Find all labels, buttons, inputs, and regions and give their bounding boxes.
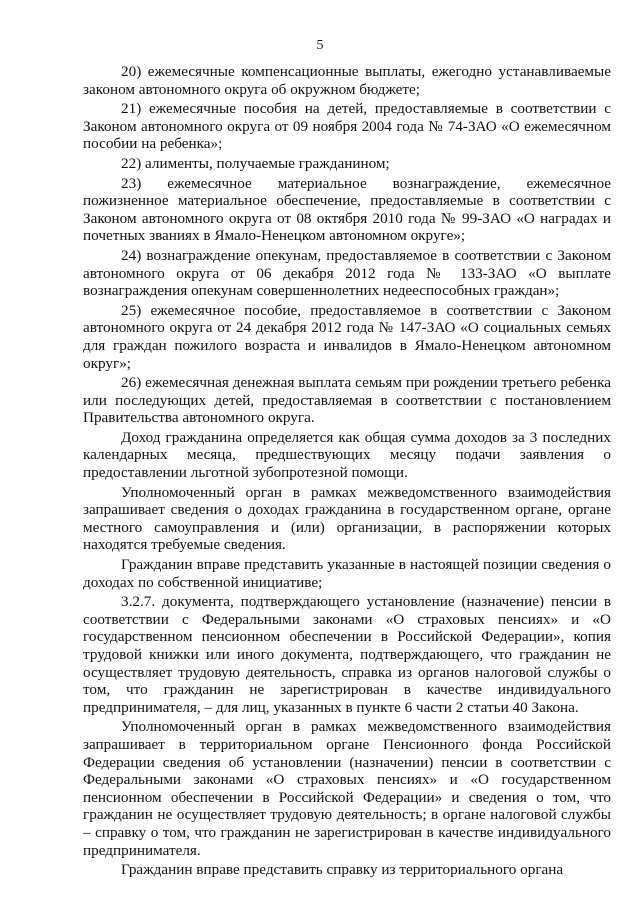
paragraph-authority-request: Уполномоченный орган в рамках межведомственного взаимодействия запрашивает сведения о доходах гражданина в государственном органе, органе местного самоуправления и (или) организации, в распоряжении которых находятся требуемые сведения. (83, 483, 611, 554)
paragraph-pension-fund-request: Уполномоченный орган в рамках межведомственного взаимодействия запрашивает в территориальном органе Пенсионного фонда Российской Федерации сведения об установлении (назначении) пенсии в соответствии с Федеральными законами «О страховых пенсиях» и «О государственном пенсионном обеспечении в Российской Федерации» и сведения о том, что гражданин не осуществляет трудовую деятельность; в органе налоговой службы – справку о том, что гражданин не зарегистрирован в качестве индивидуального предпринимателя. (83, 718, 611, 859)
paragraph-item-25: 25) ежемесячное пособие, предоставляемое в соответствии с Законом автономного округа от 24 декабря 2012 года № 147-ЗАО «О социальных семьях для граждан пожилого возраста и инвалидов в Ямало-Ненецком автономном округ»; (83, 301, 611, 372)
paragraph-citizen-certificate: Гражданин вправе представить справку из территориального органа (121, 861, 564, 879)
paragraph-item-26: 26) ежемесячная денежная выплата семьям при рождении третьего ребенка или последующих детей, предоставляемая в соответствии с постановлением Правительства автономного округа. (83, 374, 611, 427)
paragraph-income-definition: Доход гражданина определяется как общая сумма доходов за 3 последних календарных месяца, предшествующих месяцу подачи заявления о предоставлении льготной зубопротезной помощи. (83, 428, 611, 482)
paragraph-item-22: 22) алименты, получаемые гражданином; (121, 154, 390, 172)
paragraph-item-23: 23) ежемесячное материальное вознаграждение, ежемесячное пожизненное материальное обеспечение, предоставляемые в соответствии с Законом автономного округа от 08 октября 2010 года № 99-ЗАО «О наградах и почетных званиях в Ямало-Ненецком автономном округе»; (83, 174, 611, 245)
paragraph-item-20: 20) ежемесячные компенсационные выплаты, ежегодно устанавливаемые законом автономного округа об окружном бюджете; (83, 63, 611, 98)
page-number: 5 (316, 38, 324, 53)
paragraph-3-2-7: 3.2.7. документа, подтверждающего установление (назначение) пенсии в соответствии с Федеральными законами «О страховых пенсиях» и «О государственном пенсионном обеспечении в Российской Федерации», копия трудовой книжки или иного документа, подтверждающего, что гражданин не осуществляет трудовую деятельность, справка из органов налоговой службы о том, что гражданин не зарегистрирован в качестве индивидуального предпринимателя, – для лиц, указанных в пункте 6 части 2 статьи 40 Закона. (83, 593, 611, 716)
document-body (83, 63, 611, 881)
paragraph-item-21: 21) ежемесячные пособия на детей, предоставляемые в соответствии с Законом автономного округа от 09 ноября 2004 года № 74-ЗАО «О ежемесячном пособии на ребенка»; (83, 100, 611, 153)
paragraph-item-24: 24) вознаграждение опекунам, предоставляемое в соответствии с Законом автономного округа от 06 декабря 2012 года № 133-ЗАО «О выплате вознаграждения опекунам совершеннолетних недееспособных граждан»; (83, 246, 611, 300)
paragraph-citizen-right: Гражданин вправе представить указанные в настоящей позиции сведения о доходах по собственной инициативе; (83, 556, 611, 591)
